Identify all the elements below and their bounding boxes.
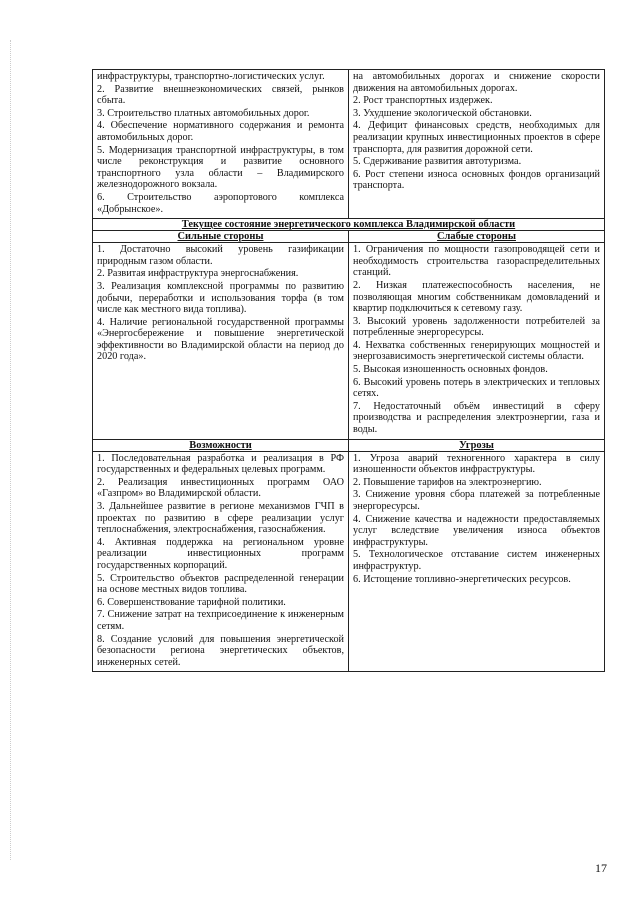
transport-opportunity-item: 3. Строительство платных автомобильных дорог. (97, 107, 310, 119)
opportunity-item: 6. Совершенствование тарифной политики. (97, 596, 286, 608)
weakness-item: 3. Высокий уровень задолженности потребителей за потребленные энергоресурсы. (353, 315, 600, 339)
strength-item: 3. Реализация комплексной программы по развитию добычи, переработки и использования торфа (в том числе как местного вида топлива). (97, 280, 344, 316)
opportunities-threats-row (93, 451, 605, 672)
transport-opportunity-item: 5. Модернизация транспортной инфраструктуры, в том числе реконструкция и развитие основного транспортного узла области – Владимирского железнодорожного вокзала. (97, 144, 344, 191)
page-number: 17 (595, 861, 607, 875)
threats-cell (349, 451, 605, 672)
opportunity-item: 2. Реализация инвестиционных программ ОАО «Газпром» во Владимирской области. (97, 476, 344, 500)
threat-item: 1. Угроза аварий техногенного характера в силу изношенности объектов инфраструктуры. (353, 452, 600, 476)
opportunities-header: Возможности (93, 439, 349, 451)
transport-opportunity-item: 6. Строительство аэропортового комплекса «Добрынское». (97, 191, 344, 215)
transport-threats-cell (349, 70, 605, 219)
transport-opportunity-item: 2. Развитие внешнеэкономических связей, рынков сбыта. (97, 83, 344, 107)
strength-item: 1. Достаточно высокий уровень газификации природным газом области. (97, 244, 344, 267)
weakness-item: 2. Низкая платежеспособность населения, не позволяющая многим собственникам домовладений и квартир подключиться к сетевому газу. (353, 279, 600, 315)
threat-item: 6. Истощение топливно-энергетических ресурсов. (353, 573, 571, 585)
transport-threat-item: 5. Сдерживание развития автотуризма. (353, 156, 522, 168)
opportunity-item: 4. Активная поддержка на региональном уровне реализации инвестиционных программ государственных корпораций. (97, 536, 344, 571)
threat-item: 5. Технологическое отставание систем инженерных инфраструктур. (353, 549, 600, 572)
swot-table (92, 69, 605, 672)
strengths-weaknesses-row (93, 243, 605, 440)
weaknesses-header: Слабые стороны (349, 231, 605, 243)
energy-section-title: Текущее состояние энергетического комплекса Владимирской области (93, 219, 605, 231)
threat-item: 3. Снижение уровня сбора платежей за потребленные энергоресурсы. (353, 489, 600, 512)
opportunity-item: 5. Строительство объектов распределенной генерации на основе местных видов топлива. (97, 572, 344, 596)
threat-item: 2. Повышение тарифов на электроэнергию. (353, 476, 542, 488)
opportunity-item: 8. Создание условий для повышения энергетической безопасности региона энергетических объектов, инженерных сетей. (97, 633, 344, 668)
transport-threat-item: 4. Дефицит финансовых средств, необходимых для реализации крупных инвестиционных проектов в сфере транспорта, для развития дорожной сети. (353, 120, 600, 155)
margin-scan-dots (10, 40, 13, 860)
weakness-item: 7. Недостаточный объём инвестиций в сферу производства и распределения электроэнергии, газа и воды. (353, 400, 600, 436)
opportunity-item: 1. Последовательная разработка и реализация в РФ государственных и федеральных целевых программ. (97, 452, 344, 476)
opportunities-cell (93, 451, 349, 672)
opportunities-threats-header-row (93, 439, 605, 451)
transport-threat-item: на автомобильных дорогах и снижение скорости движения на автомобильных дорогах. (353, 71, 600, 94)
weakness-item: 6. Высокий уровень потерь в электрических и тепловых сетях. (353, 376, 600, 400)
opportunity-item: 3. Дальнейшее развитие в регионе механизмов ГЧП в проектах по развитию в сфере реализации услуг теплоснабжения, электроснабжения, газоснабжения. (97, 501, 344, 536)
swot-table-sheet (92, 69, 605, 672)
strength-item: 2. Развитая инфраструктура энергоснабжения. (97, 268, 299, 280)
transport-threat-item: 2. Рост транспортных издержек. (353, 95, 493, 107)
strength-item: 4. Наличие региональной государственной программы «Энергосбережение и повышение энергетической эффективности во Владимирской области на период до 2020 года». (97, 316, 344, 363)
strengths-weaknesses-header-row (93, 231, 605, 243)
transport-threat-item: 6. Рост степени износа основных фондов организаций транспорта. (353, 168, 600, 192)
strengths-header: Сильные стороны (93, 231, 349, 243)
transport-opportunities-cell (93, 70, 349, 219)
transport-opportunity-item: инфраструктуры, транспортно-логистических услуг. (97, 71, 325, 82)
threat-item: 4. Снижение качества и надежности предоставляемых услуг вследствие увеличения износа объектов инфраструктуры. (353, 513, 600, 548)
energy-title-row (93, 219, 605, 231)
transport-continuation-row (93, 70, 605, 219)
threats-header: Угрозы (349, 439, 605, 451)
weakness-item: 1. Ограничения по мощности газопроводящей сети и необходимость строительства газораспределительных станций. (353, 244, 600, 279)
weakness-item: 4. Нехватка собственных генерирующих мощностей и энергозависимость энергетической системы области. (353, 339, 600, 363)
strengths-cell (93, 243, 349, 440)
weakness-item: 5. Высокая изношенность основных фондов. (353, 364, 548, 376)
weaknesses-cell (349, 243, 605, 440)
transport-threat-item: 3. Ухудшение экологической обстановки. (353, 107, 532, 119)
transport-opportunity-item: 4. Обеспечение нормативного содержания и ремонта автомобильных дорог. (97, 120, 344, 143)
opportunity-item: 7. Снижение затрат на техприсоединение к инженерным сетям. (97, 609, 344, 632)
